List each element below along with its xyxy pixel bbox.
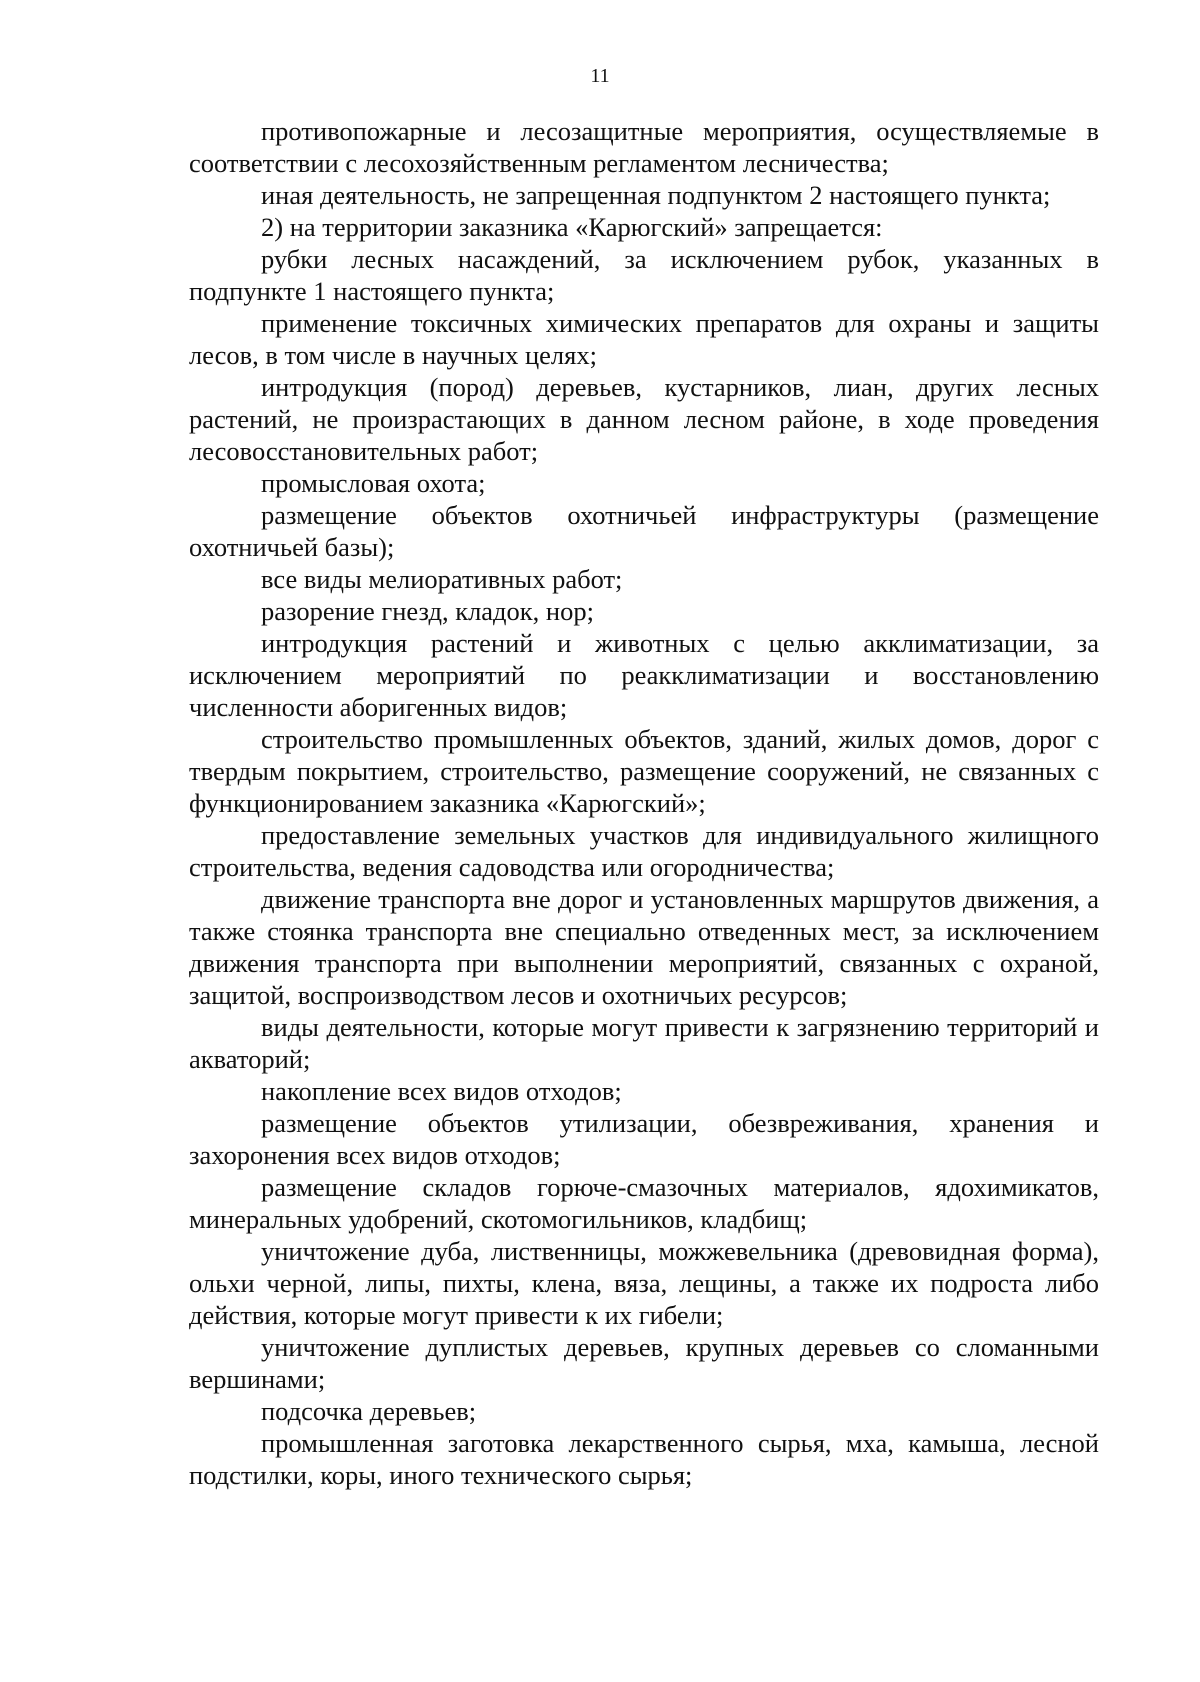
paragraph: виды деятельности, которые могут привести к загрязнению территорий и акваторий;: [189, 1012, 1099, 1074]
page-number: 11: [590, 65, 610, 87]
paragraph: применение токсичных химических препаратов для охраны и защиты лесов, в том числе в научных целях;: [189, 308, 1099, 370]
paragraph: промышленная заготовка лекарственного сырья, мха, камыша, лесной подстилки, коры, иного технического сырья;: [189, 1428, 1099, 1490]
paragraph: 2) на территории заказника «Карюгский» запрещается:: [261, 212, 883, 242]
paragraph: промысловая охота;: [261, 468, 486, 498]
paragraph: размещение объектов охотничьей инфраструктуры (размещение охотничьей базы);: [189, 500, 1099, 562]
paragraph: разорение гнезд, кладок, нор;: [261, 596, 594, 626]
paragraph: размещение складов горюче-смазочных материалов, ядохимикатов, минеральных удобрений, скотомогильников, кладбищ;: [189, 1172, 1099, 1234]
paragraph: иная деятельность, не запрещенная подпунктом 2 настоящего пункта;: [261, 180, 1051, 210]
paragraph: противопожарные и лесозащитные мероприятия, осуществляемые в соответствии с лесохозяйственным регламентом лесничества;: [189, 116, 1099, 178]
paragraph: интродукция (пород) деревьев, кустарников, лиан, других лесных растений, не произрастающих в данном лесном районе, в ходе проведения лесовосстановительных работ;: [189, 372, 1099, 466]
paragraph: все виды мелиоративных работ;: [261, 564, 623, 594]
paragraph: накопление всех видов отходов;: [261, 1076, 622, 1106]
paragraph: интродукция растений и животных с целью акклиматизации, за исключением мероприятий по реакклиматизации и восстановлению численности аборигенных видов;: [189, 628, 1099, 722]
paragraph: уничтожение дуба, лиственницы, можжевельника (древовидная форма), ольхи черной, липы, пихты, клена, вяза, лещины, а также их подроста либо действия, которые могут привести к их гибели;: [189, 1236, 1099, 1330]
paragraph: рубки лесных насаждений, за исключением рубок, указанных в подпункте 1 настоящего пункта;: [189, 244, 1099, 306]
paragraph: размещение объектов утилизации, обезвреживания, хранения и захоронения всех видов отходов;: [189, 1108, 1099, 1170]
paragraph: уничтожение дуплистых деревьев, крупных деревьев со сломанными вершинами;: [189, 1332, 1099, 1394]
document-body: [189, 115, 1099, 1491]
paragraph: строительство промышленных объектов, зданий, жилых домов, дорог с твердым покрытием, строительство, размещение сооружений, не связанных с функционированием заказника «Карюгский»;: [189, 724, 1099, 818]
paragraph: предоставление земельных участков для индивидуального жилищного строительства, ведения садоводства или огородничества;: [189, 820, 1099, 882]
paragraph: движение транспорта вне дорог и установленных маршрутов движения, а также стоянка транспорта вне специально отведенных мест, за исключением движения транспорта при выполнении мероприятий, связанных с охраной, защитой, воспроизводством лесов и охотничьих ресурсов;: [189, 884, 1099, 1010]
paragraph: подсочка деревьев;: [261, 1396, 477, 1426]
